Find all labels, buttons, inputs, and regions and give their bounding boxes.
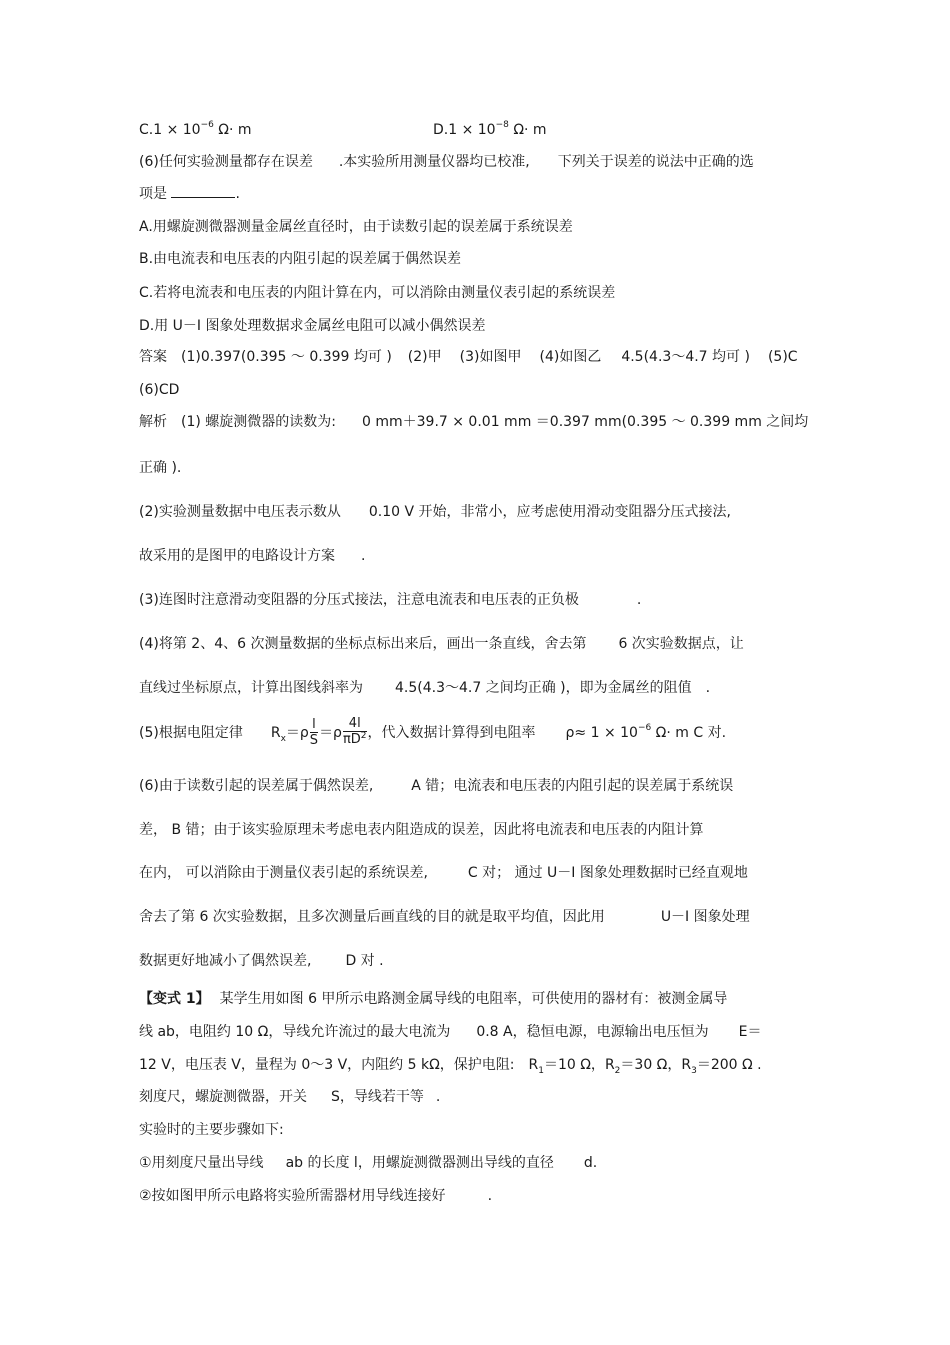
variant-line-4 xyxy=(139,1088,440,1106)
choice-a: A.用螺旋测微器测量金属丝直径时，由于读数引起的误差属于系统误差 xyxy=(139,219,573,235)
analysis-3a: (2)实验测量数据中电压表示数从 xyxy=(139,504,341,520)
variant-4c: . xyxy=(435,1089,441,1105)
variant-line-2 xyxy=(139,1023,761,1041)
variant-line-7 xyxy=(139,1187,492,1205)
option-d-text: D.1 × 10 xyxy=(433,122,496,138)
option-d-unit: Ω· m xyxy=(508,122,547,138)
variant-line-1 xyxy=(139,990,727,1008)
fraction-4l-over-pid2 xyxy=(343,717,367,749)
analysis-line-7 xyxy=(139,679,710,697)
choice-c: C.若将电流表和电压表的内阻计算在内，可以消除由测量仪表引起的系统误差 xyxy=(139,285,616,301)
question-6-line-2 xyxy=(139,185,240,203)
answer-label: 答案 xyxy=(139,349,167,365)
variant-2c: E＝ xyxy=(738,1024,762,1040)
analysis-4b: . xyxy=(361,548,366,564)
variant-7b: . xyxy=(487,1188,493,1204)
r3-value: ＝200 Ω . xyxy=(696,1057,762,1073)
answer-line xyxy=(139,348,798,366)
analysis-line-11 xyxy=(139,864,748,882)
answer-part-2: (2)甲 xyxy=(407,349,442,365)
analysis-8-exponent: −6 xyxy=(637,723,652,733)
analysis-4a: 故采用的是图甲的电路设计方案 xyxy=(139,548,335,564)
option-c-text: C.1 × 10 xyxy=(139,122,201,138)
analysis-line-2: 正确 ). xyxy=(139,460,182,476)
fraction-2-denominator-exponent: 2 xyxy=(360,731,367,741)
variant-7a: ②按如图甲所示电路将实验所需器材用导线连接好 xyxy=(139,1188,446,1204)
analysis-6a: (4)将第 2、4、6 次测量数据的坐标点标出来后，画出一条直线，舍去第 xyxy=(139,636,587,652)
analysis-line-3 xyxy=(139,503,731,521)
analysis-8c: ρ≈ 1 × 10 xyxy=(565,725,638,741)
answer-part-5: (5)C xyxy=(767,349,798,365)
analysis-8b: ，代入数据计算得到电阻率 xyxy=(367,725,536,741)
r1-symbol: R xyxy=(528,1057,539,1073)
fraction-2-denominator xyxy=(343,732,367,749)
option-c-unit: Ω· m xyxy=(213,122,252,138)
analysis-line-9 xyxy=(139,777,733,795)
variant-6b: ab 的长度 l，用螺旋测微器测出导线的直径 xyxy=(285,1155,554,1171)
choice-b: B.由电流表和电压表的内阻引起的误差属于偶然误差 xyxy=(139,251,462,267)
analysis-line-5 xyxy=(139,591,641,609)
option-c-exponent: −6 xyxy=(200,120,214,130)
analysis-9a: (6)由于读数引起的误差属于偶然误差, xyxy=(139,778,374,794)
question-6-line-1 xyxy=(139,153,754,171)
variant-1: 某学生用如图 6 甲所示电路测金属导线的电阻率，可供使用的器材有：被测金属导 xyxy=(219,991,728,1007)
analysis-7b: 4.5(4.3～4.7 之间均正确 )，即为金属丝的阻值 xyxy=(395,680,692,696)
analysis-13a: 数据更好地减小了偶然误差, xyxy=(139,953,312,969)
analysis-12b: U－I 图象处理 xyxy=(660,909,750,925)
variant-4b: S，导线若干等 xyxy=(331,1089,424,1105)
analysis-line-10: 差， B 错；由于该实验原理未考虑电表内阻造成的误差，因此将电流表和电压表的内阻计算 xyxy=(139,822,704,838)
r3-symbol: R xyxy=(681,1057,692,1073)
formula-eq-2: ＝ρ xyxy=(319,725,342,741)
question-6-period: . xyxy=(235,186,240,202)
answer-part-3: (3)如图甲 xyxy=(459,349,522,365)
answer-part-4: (4)如图乙 xyxy=(539,349,602,365)
answer-part-6: (6)CD xyxy=(139,382,180,398)
variant-line-3 xyxy=(139,1056,762,1076)
analysis-6b: 6 次实验数据点，让 xyxy=(618,636,744,652)
formula-eq-1: ＝ρ xyxy=(285,725,309,741)
option-c xyxy=(139,121,252,141)
analysis-1b: 0 mm＋39.7 × 0.01 mm ＝0.397 mm(0.395 ～ 0.399 mm 之间均 xyxy=(362,414,809,430)
analysis-5b: . xyxy=(636,592,642,608)
variant-4a: 刻度尺，螺旋测微器，开关 xyxy=(139,1089,307,1105)
variant-6c: d. xyxy=(583,1155,598,1171)
answer-part-4-value: 4.5(4.3～4.7 均可 ) xyxy=(621,349,750,365)
fraction-1-denominator: S xyxy=(309,733,319,748)
analysis-line-6 xyxy=(139,635,744,653)
r1-value: ＝10 Ω， xyxy=(543,1057,605,1073)
analysis-label: 解析 xyxy=(139,414,167,430)
r1-subscript: 1 xyxy=(538,1066,544,1076)
variant-line-5: 实验时的主要步骤如下: xyxy=(139,1122,284,1138)
variant-line-6 xyxy=(139,1154,597,1172)
analysis-11a: 在内， 可以消除由于测量仪表引起的系统误差, xyxy=(139,865,428,881)
analysis-line-8 xyxy=(139,716,726,752)
analysis-7a: 直线过坐标原点，计算出图线斜率为 xyxy=(139,680,363,696)
fraction-2-numerator: 4l xyxy=(343,717,367,732)
analysis-12a: 舍去了第 6 次实验数据，且多次测量后画直线的目的就是取平均值，因此用 xyxy=(139,909,605,925)
option-d-exponent: −8 xyxy=(495,120,509,130)
variant-6a: ①用刻度尺量出导线 xyxy=(139,1155,264,1171)
answer-blank xyxy=(171,185,235,198)
r2-symbol: R xyxy=(604,1057,615,1073)
question-6-text-a: (6)任何实验测量都存在误差 xyxy=(139,154,313,170)
formula-r-subscript: x xyxy=(280,734,286,744)
analysis-7c: . xyxy=(705,680,711,696)
variant-2b: 0.8 A，稳恒电源，电源输出电压恒为 xyxy=(476,1024,709,1040)
choice-d: D.用 U－I 图象处理数据求金属丝电阻可以减小偶然误差 xyxy=(139,318,486,334)
analysis-line-1 xyxy=(139,413,808,431)
fraction-1-numerator: l xyxy=(310,718,318,733)
analysis-5a: (3)连图时注意滑动变阻器的分压式接法，注意电流表和电压表的正负极 xyxy=(139,592,579,608)
question-6-prompt: 项是 xyxy=(139,186,167,202)
question-6-text-b: .本实验所用测量仪器均已校准, xyxy=(338,154,530,170)
analysis-line-13 xyxy=(139,952,384,970)
analysis-11b: C 对； 通过 U－I 图象处理数据时已经直观地 xyxy=(467,865,748,881)
analysis-3b: 0.10 V 开始，非常小，应考虑使用滑动变阻器分压式接法, xyxy=(368,504,731,520)
analysis-line-4 xyxy=(139,547,365,565)
formula-r: R xyxy=(270,725,281,741)
answer-part-1: (1)0.397(0.395 ～ 0.399 均可 ) xyxy=(181,349,392,365)
analysis-8d: Ω· m C 对. xyxy=(651,725,727,741)
fraction-2-denominator-base: πD xyxy=(342,732,361,747)
r2-value: ＝30 Ω， xyxy=(620,1057,682,1073)
analysis-9b: A 错；电流表和电压表的内阻引起的误差属于系统误 xyxy=(411,778,734,794)
analysis-1a: (1) 螺旋测微器的读数为: xyxy=(181,414,336,430)
question-6-text-c: 下列关于误差的说法中正确的选 xyxy=(557,154,754,170)
fraction-l-over-s xyxy=(310,718,318,748)
analysis-13b: D 对 . xyxy=(345,953,384,969)
r2-subscript: 2 xyxy=(614,1066,621,1076)
r3-subscript: 3 xyxy=(691,1066,697,1076)
analysis-8a: (5)根据电阻定律 xyxy=(139,725,243,741)
variant-3a: 12 V，电压表 V，量程为 0～3 V，内阻约 5 kΩ，保护电阻: xyxy=(139,1057,515,1073)
option-d xyxy=(433,121,547,141)
variant-label: 【变式 1】 xyxy=(139,991,210,1007)
variant-2a: 线 ab，电阻约 10 Ω，导线允许流过的最大电流为 xyxy=(139,1024,451,1040)
analysis-line-12 xyxy=(139,908,750,926)
